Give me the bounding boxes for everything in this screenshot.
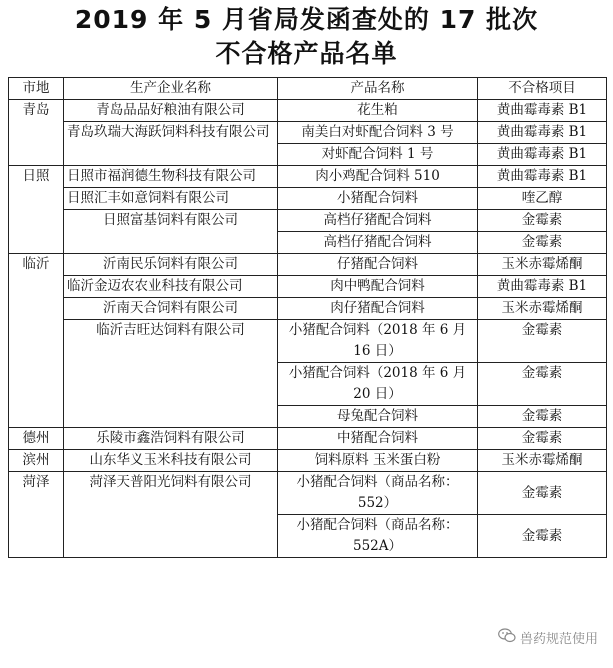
header-company: 生产企业名称 — [64, 78, 278, 100]
item-cell: 金霉素 — [478, 472, 607, 515]
table-row — [9, 428, 607, 450]
product-cell: 小猪配合饲料（2018 年 6 月 20 日） — [278, 363, 478, 406]
product-cell: 饲料原料 玉米蛋白粉 — [278, 450, 478, 472]
item-cell: 金霉素 — [478, 363, 607, 406]
city-cell: 日照 — [9, 166, 64, 254]
product-cell: 小猪配合饲料 — [278, 188, 478, 210]
page-title-line2: 不合格产品名单 — [215, 39, 398, 68]
header-product: 产品名称 — [278, 78, 478, 100]
item-cell: 玉米赤霉烯酮 — [478, 298, 607, 320]
item-cell: 金霉素 — [478, 210, 607, 232]
product-cell: 高档仔猪配合饲料 — [278, 232, 478, 254]
item-cell: 玉米赤霉烯酮 — [478, 450, 607, 472]
item-cell: 喹乙醇 — [478, 188, 607, 210]
product-table — [8, 77, 607, 558]
header-city: 市地 — [9, 78, 64, 100]
company-cell: 乐陵市鑫浩饲料有限公司 — [64, 428, 278, 450]
table-header-row — [9, 78, 607, 100]
table-row — [9, 122, 607, 144]
item-cell: 黄曲霉毒素 B1 — [478, 276, 607, 298]
product-cell: 仔猪配合饲料 — [278, 254, 478, 276]
company-cell: 沂南民乐饲料有限公司 — [64, 254, 278, 276]
table-row — [9, 100, 607, 122]
product-cell: 母兔配合饲料 — [278, 406, 478, 428]
item-cell: 金霉素 — [478, 320, 607, 363]
company-cell: 青岛玖瑞大海跃饲料科技有限公司 — [64, 122, 278, 166]
table-row — [9, 276, 607, 298]
item-cell: 黄曲霉毒素 B1 — [478, 122, 607, 144]
company-cell: 临沂吉旺达饲料有限公司 — [64, 320, 278, 428]
company-cell: 日照市福润德生物科技有限公司 — [64, 166, 278, 188]
item-cell: 金霉素 — [478, 406, 607, 428]
city-cell: 临沂 — [9, 254, 64, 428]
item-cell: 玉米赤霉烯酮 — [478, 254, 607, 276]
page-title-line1: 2019 年 5 月省局发函查处的 17 批次 — [74, 5, 539, 34]
header-item: 不合格项目 — [478, 78, 607, 100]
company-cell: 青岛品品好粮油有限公司 — [64, 100, 278, 122]
table-row — [9, 472, 607, 515]
item-cell: 金霉素 — [478, 515, 607, 558]
table-container — [8, 77, 606, 558]
company-cell: 山东华义玉米科技有限公司 — [64, 450, 278, 472]
product-cell: 中猪配合饲料 — [278, 428, 478, 450]
item-cell: 金霉素 — [478, 232, 607, 254]
company-cell: 日照富基饲料有限公司 — [64, 210, 278, 254]
product-cell: 对虾配合饲料 1 号 — [278, 144, 478, 166]
company-cell: 日照汇丰如意饲料有限公司 — [64, 188, 278, 210]
item-cell: 黄曲霉毒素 B1 — [478, 100, 607, 122]
product-cell: 肉小鸡配合饲料 510 — [278, 166, 478, 188]
product-cell: 肉仔猪配合饲料 — [278, 298, 478, 320]
company-cell: 沂南天合饲料有限公司 — [64, 298, 278, 320]
table-row — [9, 254, 607, 276]
product-cell: 花生粕 — [278, 100, 478, 122]
wechat-icon — [498, 628, 520, 647]
city-cell: 青岛 — [9, 100, 64, 166]
item-cell: 黄曲霉毒素 B1 — [478, 166, 607, 188]
item-cell: 黄曲霉毒素 B1 — [478, 144, 607, 166]
product-cell: 南美白对虾配合饲料 3 号 — [278, 122, 478, 144]
table-row — [9, 450, 607, 472]
item-cell: 金霉素 — [478, 428, 607, 450]
product-cell: 高档仔猪配合饲料 — [278, 210, 478, 232]
watermark — [495, 627, 601, 648]
city-cell: 德州 — [9, 428, 64, 450]
table-row — [9, 210, 607, 232]
watermark-text: 兽药规范使用 — [519, 632, 598, 647]
table-row — [9, 320, 607, 363]
table-row — [9, 298, 607, 320]
product-cell: 小猪配合饲料（商品名称：552A） — [278, 515, 478, 558]
company-cell: 临沂金迈农农业科技有限公司 — [64, 276, 278, 298]
table-row — [9, 188, 607, 210]
city-cell: 菏泽 — [9, 472, 64, 558]
company-cell: 菏泽天普阳光饲料有限公司 — [64, 472, 278, 558]
product-cell: 小猪配合饲料（2018 年 6 月 16 日） — [278, 320, 478, 363]
product-cell: 肉中鸭配合饲料 — [278, 276, 478, 298]
product-cell: 小猪配合饲料（商品名称：552） — [278, 472, 478, 515]
table-row — [9, 166, 607, 188]
city-cell: 滨州 — [9, 450, 64, 472]
